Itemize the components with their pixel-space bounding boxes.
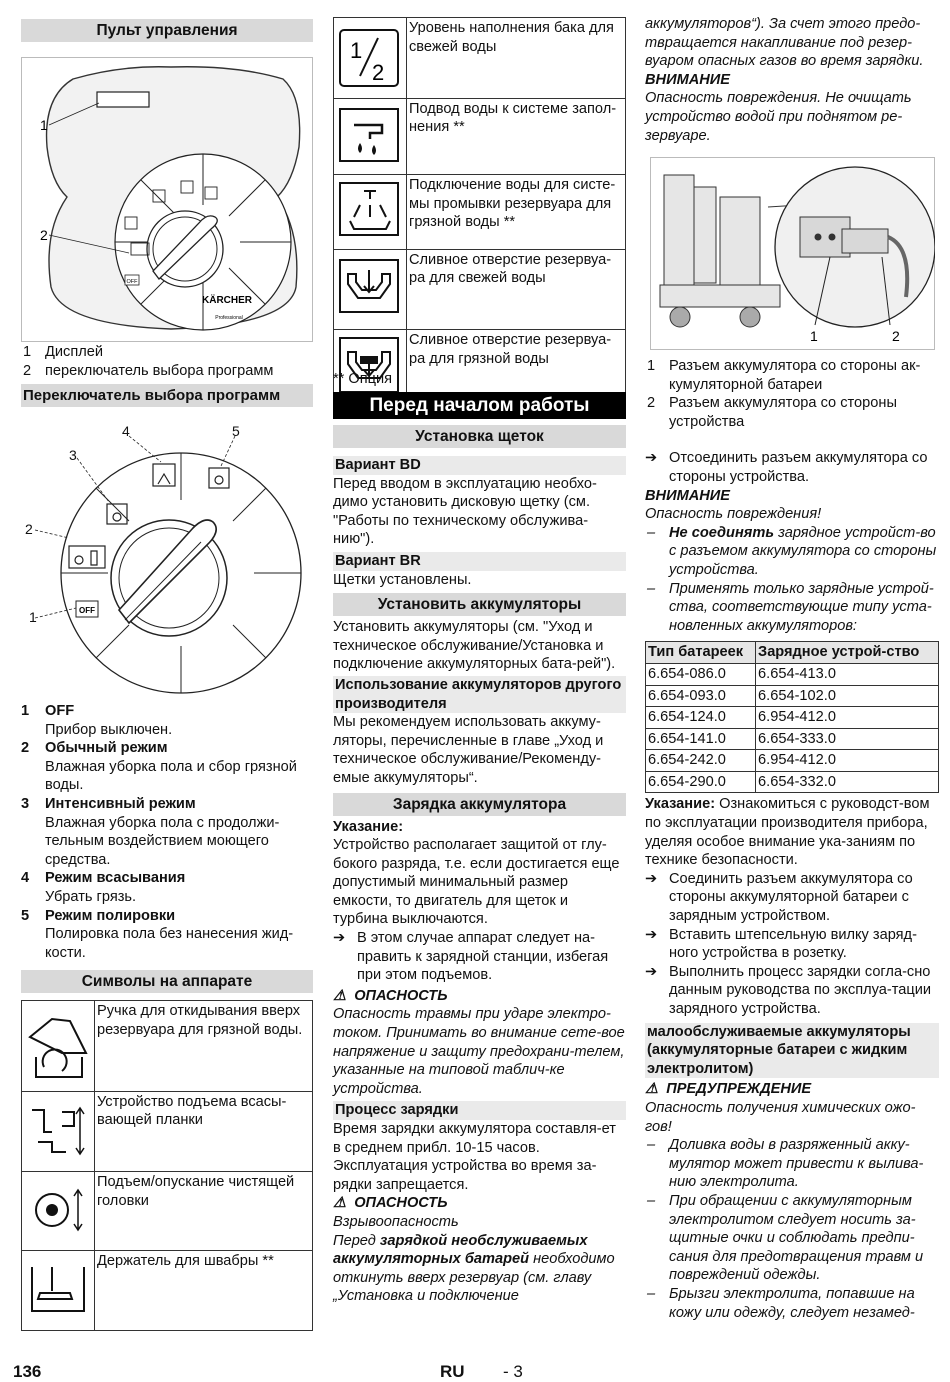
- table-row: 6.654-290.0 6.654-332.0: [646, 771, 939, 793]
- table-row: [334, 175, 626, 250]
- variant-br-text: Щетки установлены.: [333, 571, 472, 588]
- display-window: [97, 92, 149, 107]
- control-panel-diagram: [21, 57, 313, 342]
- variant-bd-heading: Вариант BD: [333, 456, 626, 475]
- before-work-header: Перед началом работы: [333, 392, 626, 419]
- step-disconnect: ➔ Отсоединить разъем аккумулятора со стороны устройства.: [645, 450, 928, 485]
- option-note: ** Опция: [333, 371, 393, 387]
- off-mini-label: OFF: [126, 279, 138, 285]
- legend-item: 1 Разъем аккумулятора со стороны ак-кумуляторной батареи: [647, 358, 921, 393]
- warning-icon: ⚠: [333, 987, 347, 1004]
- callout-normal: 2: [25, 521, 33, 537]
- table-row: 6.654-086.0 6.654-413.0: [646, 663, 939, 685]
- symbols-header: Символы на аппарате: [21, 970, 313, 993]
- continued-text: аккумуляторов“). За счет этого предо-твращается накапливание под резер-вуаром опасных газов во время зарядки.: [645, 16, 924, 70]
- caution-item: – Применять только зарядные устрой-ства, соответствующие типу уста-новленных аккумуляторов:: [647, 580, 934, 634]
- legend-item: 1 Дисплей: [23, 344, 104, 360]
- charging-header: Зарядка аккумулятора: [333, 793, 626, 816]
- caution-item: – Не соединять зарядное устройст-во с разъемом аккумулятора со стороны устройства.: [647, 524, 937, 578]
- control-panel-header: Пульт управления: [21, 19, 313, 42]
- warning-item: – При обращении с аккумуляторным электролитом следует носить за-щитные очки и соблюдать предпи-сания для предотвращения травм и повреждений одежды.: [647, 1192, 924, 1284]
- brush-head-lift-icon: [22, 1172, 94, 1244]
- table-row: [22, 1172, 313, 1251]
- variant-bd-text: Перед вводом в эксплуатацию необхо-димо установить дисковую щетку (см. "Работы по техническому обслужива-нию").: [333, 475, 597, 548]
- danger-heading-2: ⚠ ОПАСНОСТЬ: [333, 1195, 448, 1212]
- table-row: [22, 1091, 313, 1172]
- dirty-drain-icon: [334, 330, 406, 400]
- battery-connector-photo: [650, 157, 935, 350]
- install-batteries-header: Установить аккумуляторы: [333, 593, 626, 616]
- attention-heading: ВНИМАНИЕ: [645, 71, 731, 88]
- program-intensive: 3 Интенсивный режим Влажная уборка пола с продолжи-тельным воздействием моющего средства.: [21, 795, 280, 868]
- callout-off: 1: [29, 609, 37, 625]
- tank-rinse-icon: [334, 175, 406, 243]
- arrow-icon: ➔: [645, 870, 658, 887]
- section-number: - 3: [503, 1362, 523, 1381]
- legend-item: 2 Разъем аккумулятора со стороны устройства: [647, 395, 897, 430]
- table-row: [22, 1001, 313, 1092]
- half-fill-icon: [334, 18, 406, 92]
- charging-step: ➔ Выполнить процесс зарядки согла-сно данным руководства по эксплуа-тации зарядного устройства.: [645, 963, 932, 1017]
- note-label: Указание:: [333, 818, 404, 835]
- symbol-description: Сливное отверстие резервуа-ра для свежей воды: [407, 249, 626, 330]
- photo-callout-2: 2: [892, 328, 900, 344]
- photo-callout-1: 1: [810, 328, 818, 344]
- other-batteries-text: Мы рекомендуем использовать аккуму-ляторы, перечисленные в главе „Уход и техническое обслуживание/Рекоменду-емые аккумуляторы“.: [333, 714, 604, 786]
- program-normal: 2 Обычный режим Влажная уборка пола и сбор грязной воды.: [21, 740, 297, 794]
- svg-text:2: 2: [372, 60, 385, 85]
- install-batteries-text: Установить аккумуляторы (см. "Уход и техническое обслуживание/Установка и подключение аккумуляторных бата-рей").: [333, 619, 616, 673]
- arrow-icon: ➔: [645, 926, 658, 943]
- control-legend: [21, 343, 313, 380]
- table-row: 6.654-093.0 6.654-102.0: [646, 685, 939, 707]
- program-list: [21, 702, 313, 962]
- svg-text:1: 1: [350, 38, 363, 63]
- battery-charger-table: [645, 641, 939, 793]
- page-number: 136: [13, 1362, 42, 1381]
- legend-item: 2 переключатель выбора программ: [23, 362, 274, 379]
- callout-2: 2: [40, 227, 48, 243]
- symbol-description: Ручка для откидывания вверх резервуара для грязной воды.: [95, 1001, 313, 1092]
- callout-intensive: 3: [69, 447, 77, 463]
- low-maintenance-heading: малообслуживаемые аккумуляторы (аккумуляторные батареи с жидким электролитом): [645, 1023, 939, 1079]
- symbol-description: Сливное отверстие резервуа-ра для грязной воды: [407, 330, 626, 407]
- tank-tilt-handle-icon: [22, 1001, 94, 1085]
- charging-process-text: Время зарядки аккумулятора составля-ет в среднем прибл. 10-15 часов. Эксплуатация устройства во время за-рядки запрещается.: [333, 1121, 616, 1193]
- charging-step: ➔ Вставить штепсельную вилку заряд-ного устройства в розетку.: [645, 926, 917, 962]
- table-row: 6.654-141.0 6.654-333.0: [646, 728, 939, 750]
- table-row: 6.654-124.0 6.954-412.0: [646, 707, 939, 729]
- symbols-table-continued: [333, 17, 626, 407]
- symbol-description: Подвод воды к системе запол-нения **: [407, 98, 626, 175]
- squeegee-lift-icon: [22, 1092, 94, 1166]
- symbol-description: Подключение воды для систе-мы промывки резервуара для грязной воды **: [407, 175, 626, 250]
- attention-heading-2: ВНИМАНИЕ: [645, 487, 731, 504]
- other-batteries-heading: Использование аккумуляторов другого производителя: [333, 676, 626, 713]
- danger-text: Опасность травмы при ударе электро-током. Принимать во внимание сете-вое напряжение и защиту предохрани-телем, указанные на типовой таблич-ке устройства.: [333, 1006, 625, 1097]
- warning-item: – Доливка воды в разряженный акку-мулятор может привести к вылива-нию электролита.: [647, 1137, 924, 1191]
- col2-body: [333, 456, 626, 1306]
- callout-vacuum: 4: [122, 423, 130, 439]
- callout-polish: 5: [232, 423, 240, 439]
- explosion-text: Перед зарядкой необслуживаемых аккумуляторных батарей необходимо откинуть вверх резервуар (см. главу „Установка и подключение: [333, 1232, 615, 1305]
- attention-text: Опасность повреждения. Не очищать устройство водой при поднятом ре-зервуаре.: [645, 90, 912, 144]
- warning-icon: ⚠: [645, 1081, 659, 1098]
- table-row: [334, 18, 626, 99]
- danger-heading: ⚠ ОПАСНОСТЬ: [333, 987, 448, 1004]
- arrow-icon: ➔: [645, 963, 658, 980]
- table-header-row: Тип батареек Зарядное устрой-ство: [646, 642, 939, 664]
- explosion-risk: Взрывоопасность: [333, 1213, 459, 1230]
- program-polish: 5 Режим полировки Полировка пола без нанесения жид-кости.: [21, 907, 294, 961]
- selector-header: Переключатель выбора программ: [21, 384, 313, 407]
- program-vacuum: 4 Режим всасывания Убрать грязь.: [21, 870, 186, 905]
- arrow-icon: ➔: [645, 450, 658, 467]
- table-row: [22, 1250, 313, 1331]
- fresh-drain-icon: [334, 250, 406, 324]
- model-label: Professional: [215, 315, 243, 321]
- warning-text: Опасность получения химических ожо-гов!: [645, 1099, 916, 1135]
- program-selector-diagram: [21, 418, 313, 694]
- language-code: RU: [440, 1362, 465, 1381]
- charging-step: ➔ Соединить разъем аккумулятора со стороны аккумуляторной батареи с зарядным устройством.: [645, 870, 913, 925]
- symbol-description: Держатель для швабры **: [95, 1250, 313, 1331]
- attention-text-2: Опасность повреждения!: [645, 506, 822, 523]
- symbol-description: Уровень наполнения бака для свежей воды: [407, 18, 626, 99]
- callout-1: 1: [40, 117, 48, 133]
- off-label: OFF: [79, 606, 95, 615]
- warning-icon: ⚠: [333, 1195, 347, 1212]
- note-text: Устройство располагает защитой от глу-бокого разряда, т.е. если достигается еще допустимый минимальный размер емкости, то двигатель для щеток и турбина выключаются.: [333, 837, 620, 928]
- manufacturer-note: Указание: Ознакомиться с руководст-вом по эксплуатации производителя прибора, уделяя особое внимание ука-заниям по технике безопасности.: [645, 796, 930, 869]
- variant-br-heading: Вариант BR: [333, 552, 626, 571]
- charging-process-heading: Процесс зарядки: [333, 1101, 626, 1120]
- program-off: 1 OFF Прибор выключен.: [21, 703, 173, 738]
- arrow-icon: ➔: [333, 930, 346, 947]
- col3-body: [645, 357, 939, 1322]
- warning-item: – Брызги электролита, попавшие на кожу или одежду, следует незамед-: [647, 1285, 915, 1321]
- note-step: ➔ В этом случае аппарат следует на-править к зарядной станции, избегая при этом подъемов.: [333, 930, 609, 984]
- symbols-table: [21, 1000, 313, 1331]
- brand-logo: KÄRCHER: [202, 295, 252, 306]
- brush-install-header: Установка щеток: [333, 425, 626, 448]
- table-row: [334, 249, 626, 330]
- warning-heading: ⚠ ПРЕДУПРЕЖДЕНИЕ: [645, 1081, 812, 1098]
- symbol-description: Устройство подъема всасы-вающей планки: [95, 1091, 313, 1172]
- mop-holder-icon: [22, 1251, 94, 1325]
- col3-top: [645, 15, 939, 145]
- symbol-description: Подъем/опускание чистящей головки: [95, 1172, 313, 1251]
- table-row: 6.654-242.0 6.954-412.0: [646, 750, 939, 772]
- table-row: [334, 98, 626, 175]
- water-tap-icon: [334, 99, 406, 169]
